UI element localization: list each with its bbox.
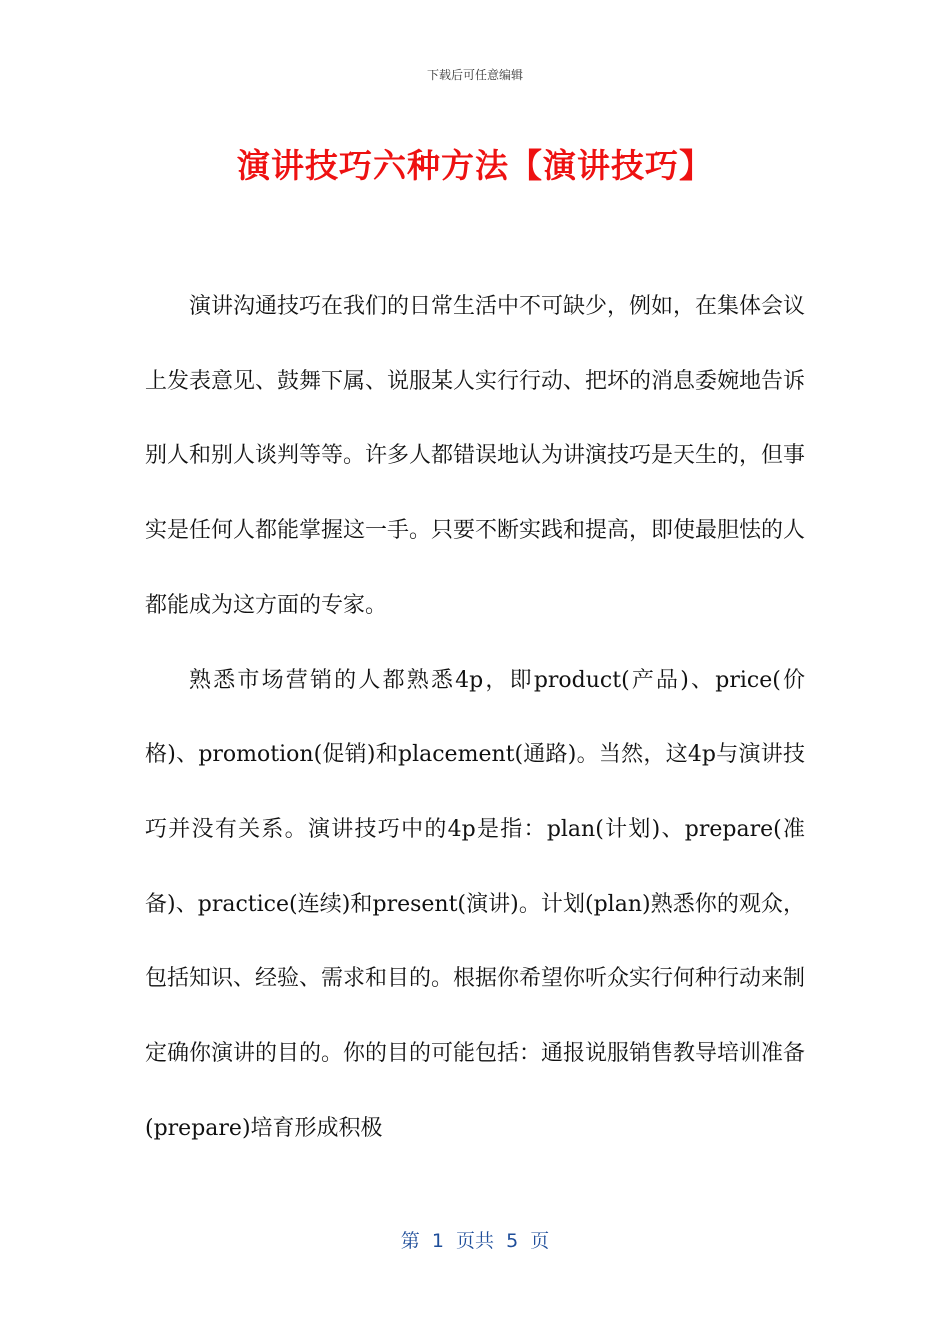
page-footer <box>0 1226 950 1253</box>
header-note: 下载后可任意编辑 <box>426 68 523 82</box>
document-title: 演讲技巧六种方法【演讲技巧】 <box>237 146 713 185</box>
document-body <box>145 270 805 1166</box>
paragraph-1: 演讲沟通技巧在我们的日常生活中不可缺少，例如，在集体会议上发表意见、鼓舞下属、说服某人实行行动、把坏的消息委婉地告诉别人和别人谈判等等。许多人都错误地认为讲演技巧是天生的，但事实是任何人都能掌握这一手。只要不断实践和提高，即使最胆怯的人都能成为这方面的专家。 <box>145 294 806 618</box>
paragraph-2: 熟悉市场营销的人都熟悉4p，即product(产品)、price(价格)、promotion(促销)和placement(通路)。当然，这4p与演讲技巧并没有关系。演讲技巧中的4p是指：plan(计划)、prepare(准备)、practice(连续)和present(演讲)。计划(plan)熟悉你的观众，包括知识、经验、需求和目的。根据你希望你听众实行何种行动来制定确你演讲的目的。你的目的可能包括：通报说服销售教导培训准备(prepare)培育形成积极 <box>145 667 806 1141</box>
page-number-label: 第 1 页共 5 页 <box>400 1230 550 1252</box>
